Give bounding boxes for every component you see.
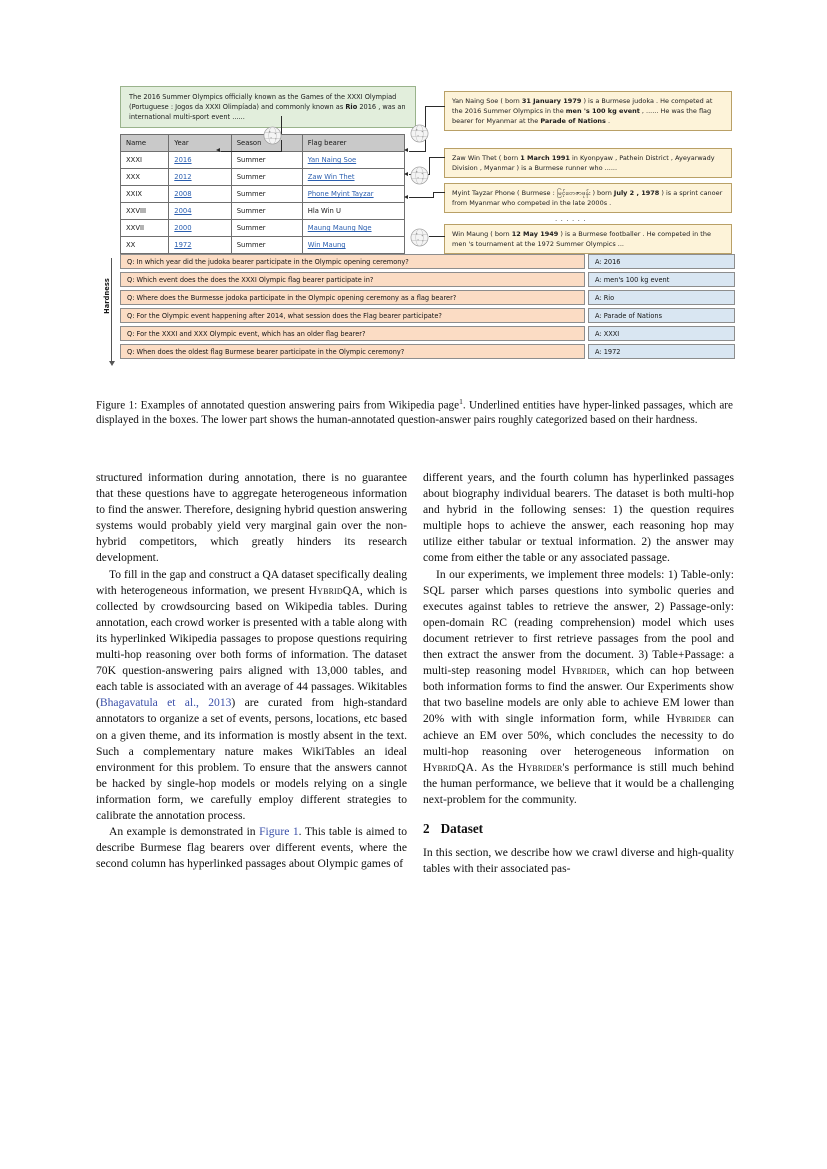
qa-pair-row [120,308,735,323]
table-cell-year [169,220,231,237]
bold-span: Parade of Nations [540,117,606,126]
passage-box-myint-tayzar-phone [444,183,732,213]
table-header-year: Year [169,135,231,152]
text-span: ) born [590,189,614,197]
term-hybridqa-right: HybridQA [423,760,475,774]
connector-line-p2-a [429,157,445,158]
table-cell-year [169,203,231,220]
body-column-left [96,470,407,872]
wikipedia-context-passage-box [120,86,416,128]
connector-arrow-p3 [404,195,408,199]
body-column-right [423,470,734,877]
qa-answer-cell: A: Rio [588,290,735,305]
table-cell-season: Summer [231,152,302,169]
qa-answer-cell: A: XXXI [588,326,735,341]
section-heading-dataset [423,821,734,837]
hardness-axis-line [111,258,112,363]
paragraph-left-3-post: . This table is aimed to describe Burmese flag bearers over different events, where the second column has hyperlinked passages about Olympic games of [96,825,407,871]
figure-1-canvas [95,82,735,382]
figure-1-caption [96,395,733,427]
bold-span: 31 January 1979 [521,97,582,105]
wikipedia-globe-icon [263,126,282,145]
table-cell-flag-bearer [302,186,404,203]
wikipedia-globe-icon [410,166,429,185]
term-hybrider-2: Hybrider [666,712,712,726]
qa-question-cell: Q: Where does the Burmesse jodoka participate in the Olympic opening ceremony as a flag bearer? [120,290,585,305]
table-cell-flag-bearer [302,169,404,186]
table-cell-flag-bearer [302,237,404,254]
connector-line-p4-a [429,236,445,237]
text-span: မြင့်တေဇာဖုန်း [556,189,591,197]
table-header-flag-bearer: Flag bearer [302,135,404,152]
connector-arrow-p2 [404,172,408,176]
caption-rest-text: . Underlined entities have hyper-linked passages, which are displayed in the boxes. The lower part shows the human-annotated question-answer pairs roughly categorized based on their hardness. [96,399,733,426]
figure-1 [95,82,735,382]
table-cell-season: Summer [231,169,302,186]
qa-pair-row [120,290,735,305]
paragraph-right-2 [423,567,734,808]
table-cell-year [169,186,231,203]
wikipedia-globe-icon [410,228,429,247]
table-cell-year [169,237,231,254]
table-cell-season: Summer [231,203,302,220]
text-span: 2016 , was an international multi-sport event ...... [129,103,406,122]
table-cell-year [169,152,231,169]
table-link-year[interactable]: 2008 [174,190,192,198]
term-hybridqa: HybridQA [308,583,360,597]
qa-pairs-list [120,254,735,362]
paragraph-left-2-pre: To fill in the gap and construct a QA dataset specifically dealing with heterogeneous information, we present [96,567,407,597]
table-link-year[interactable]: 2004 [174,207,192,215]
connector-arrow-year [216,148,220,152]
table-link-year[interactable]: 2000 [174,224,192,232]
table-cell-name: XX [121,237,169,254]
paragraph-left-2-mid: , which is collected by crowdsourcing based on Wikipedia tables. During annotation, each crowd worker is presented with a table along with its hyperlinked Wikipedia passages to propose questions requiring multi-hop reasoning over both forms of information. The dataset 70K question-answering pairs aligned with 13,000 tables, and each table is associated with an average of 44 passages. Wikitables ( [96,583,407,710]
qa-answer-cell: A: 2016 [588,254,735,269]
qa-pair-row [120,254,735,269]
qa-answer-cell: A: men's 100 kg event [588,272,735,287]
table-link-flag-bearer[interactable]: Zaw Win Thet [307,173,355,181]
qa-pair-row [120,344,735,359]
table-cell-flag-bearer: Hla Win U [302,203,404,220]
passage-text-myint-tayzar-phone [452,189,722,207]
text-span: ) is a sprint canoer from Myanmar who competed in the late 2000s . [452,189,723,208]
text-span: ) is a Burmese footballer . He competed in the men 's tournament at the 1972 Summer Olympics ... [452,230,711,249]
term-hybrider-3: Hybrider [517,760,563,774]
passage-text-win-maung [452,230,711,248]
text-span: Zaw Win Thet ( born [452,154,521,162]
paragraph-left-2 [96,567,407,825]
table-body [121,152,405,254]
paragraph-right-2-pre: In our experiments, we implement three models: 1) Table-only: SQL parser which parses questions into symbolic queries and executes against tables to retrieve the answer, 2) Passage-only: open-domain RC (reading comprehension) model which uses document retriever to first retrieve passages from the pool and then extract the answer from the document. 3) Table+Passage: a multi-step reasoning model [423,567,734,678]
passage-ellipsis-separator: . . . . . . [555,215,587,223]
bold-span: July 2 , 1978 [613,189,660,197]
text-span: . [605,117,611,126]
qa-pair-row [120,326,735,341]
table-cell-season: Summer [231,220,302,237]
table-row [121,186,405,203]
table-cell-name: XXVII [121,220,169,237]
paragraph-left-1: structured information during annotation, there is no guarantee that these questions have to aggregate heterogeneous information to find the answer. Therefore, designing hybrid question answering systems would probably yield very marginal gain over the non-hybrid competitors, which greatly hinders its research development. [96,471,407,565]
paragraph-right-2-mid1: , which can hop between both information forms to find the answer. Our Experiments show that two baseline models are only able to achieve EM lower than 20% with with single information form, while [423,664,734,726]
passage-box-yan-naing-soe [444,91,732,131]
passage-text-zaw-win-thet [452,154,715,172]
qa-question-cell: Q: When does the oldest flag Burmese bearer participate in the Olympic ceremony? [120,344,585,359]
paragraph-right-2-post: 's performance is still much behind the human performance, we believe that it would be a challenging next-problem for the community. [423,760,734,806]
qa-answer-cell: A: 1972 [588,344,735,359]
qa-question-cell: Q: Which event does the does the XXXI Olympic flag bearer participate in? [120,272,585,287]
qa-pair-row [120,272,735,287]
connector-line-year-horizontal [221,151,282,152]
section-number: 2 [423,820,430,836]
paragraph-right-1: different years, and the fourth column has hyperlinked passages about biography individual bearers. The dataset is both multi-hop and hybrid in the following senses: 1) the question requires multiple hops to achieve the answer, each reasoning hop may utilize either tabular or textual information. 2) the answer may come from either the table or any associated passage. [423,471,734,565]
qa-question-cell: Q: In which year did the judoka bearer participate in the Olympic opening ceremony? [120,254,585,269]
table-row [121,203,405,220]
crossref-figure-1[interactable]: Figure 1 [259,825,299,839]
table-cell-name: XXXI [121,152,169,169]
table-cell-season: Summer [231,186,302,203]
hardness-axis-label: Hardness [103,278,111,314]
qa-answer-cell: A: Parade of Nations [588,308,735,323]
text-span: Win Maung ( born [452,230,512,238]
passage-box-win-maung [444,224,732,254]
table-link-flag-bearer[interactable]: Phone Myint Tayzar [307,190,374,198]
paragraph-right-3: In this section, we describe how we crawl diverse and high-quality tables with their associated pas- [423,845,734,876]
term-hybrider-1: Hybrider [562,664,607,678]
table-header-name: Name [121,135,169,152]
text-span: The 2016 Summer Olympics officially known as the Games of the XXXI Olympiad (Portuguese : Jogos da XXXI Olimpíada) and commonly known as [129,93,397,112]
connector-line-p1-a [425,106,445,107]
table-row [121,169,405,186]
table-link-flag-bearer[interactable]: Maung Maung Nge [307,224,372,232]
text-span: in Kyonpyaw , Pathein District , Ayeyarwady Division , Myanmar ) is a Burmese runner who ...... [452,154,715,173]
table-row [121,220,405,237]
table-cell-flag-bearer [302,152,404,169]
text-span: Yan Naing Soe ( born [452,97,522,105]
caption-footnote-marker: 1 [459,397,463,406]
caption-main-text: Figure 1: Examples of annotated question answering pairs from Wikipedia page [96,399,460,412]
text-span: , ...... He was the flag bearer for Myanmar at the [452,107,712,126]
citation-bhagavatula[interactable]: Bhagavatula et al., 2013 [99,696,232,710]
table-link-flag-bearer[interactable]: Win Maung [307,241,346,249]
table-cell-flag-bearer [302,220,404,237]
bold-span: men 's 100 kg event [565,107,640,116]
table-cell-year [169,169,231,186]
bold-span: Rio [345,103,358,112]
text-span: ) is a Burmese judoka . He competed at the 2016 Summer Olympics in the [452,97,713,116]
paragraph-left-3 [96,824,407,872]
hardness-axis [98,256,118,368]
bold-span: 12 May 1949 [511,230,559,238]
paragraph-right-2-mid3: . As the [474,760,518,774]
text-span: Myint Tayzar Phone ( Burmese : [452,189,557,197]
connector-line-p3-a [433,192,445,193]
wikipedia-flag-bearer-table [120,134,405,254]
table-link-flag-bearer[interactable]: Yan Naing Soe [307,156,357,164]
hardness-axis-arrow-icon [109,361,115,366]
connector-arrow-p1 [404,148,408,152]
connector-line-p2-b [429,157,430,175]
connector-line-p1-c [409,151,426,152]
table-link-year[interactable]: 1972 [174,241,192,249]
qa-question-cell: Q: For the XXXI and XXX Olympic event, which has an older flag bearer? [120,326,585,341]
table-row [121,152,405,169]
passage-text-yan-naing-soe [452,97,712,125]
table-link-year[interactable]: 2012 [174,173,192,181]
table-cell-name: XXIX [121,186,169,203]
passage-box-zaw-win-thet [444,148,732,178]
table-cell-name: XXVIII [121,203,169,220]
table-row [121,237,405,254]
table-link-year[interactable]: 2016 [174,156,192,164]
section-title: Dataset [440,820,484,836]
paragraph-right-2-mid2: can achieve an EM over 50%, which concludes the necessity to do multi-hop reasoning over heterogeneous information on [423,712,734,758]
paragraph-left-2-post: ) are curated from high-standard annotators to organize a set of events, persons, locations, etc based on a given theme, and its information is mostly absent in the text. Such a complementary nature makes WikiTables an ideal environment for this problem. To ensure that the answers cannot be hacked by single-hop models or models relying on a single information form, we carefully employ different strategies to calibrate the annotation process. [96,696,407,822]
table-cell-name: XXX [121,169,169,186]
bold-span: 1 March 1991 [520,154,570,162]
table-header-season: Season [231,135,302,152]
qa-question-cell: Q: For the Olympic event happening after 2014, what session does the Flag bearer participate? [120,308,585,323]
connector-line-p3-c [409,197,434,198]
wikipedia-globe-icon [410,124,429,143]
paragraph-left-3-pre: An example is demonstrated in [109,825,260,839]
table-cell-season: Summer [231,237,302,254]
context-passage-text [129,93,406,121]
